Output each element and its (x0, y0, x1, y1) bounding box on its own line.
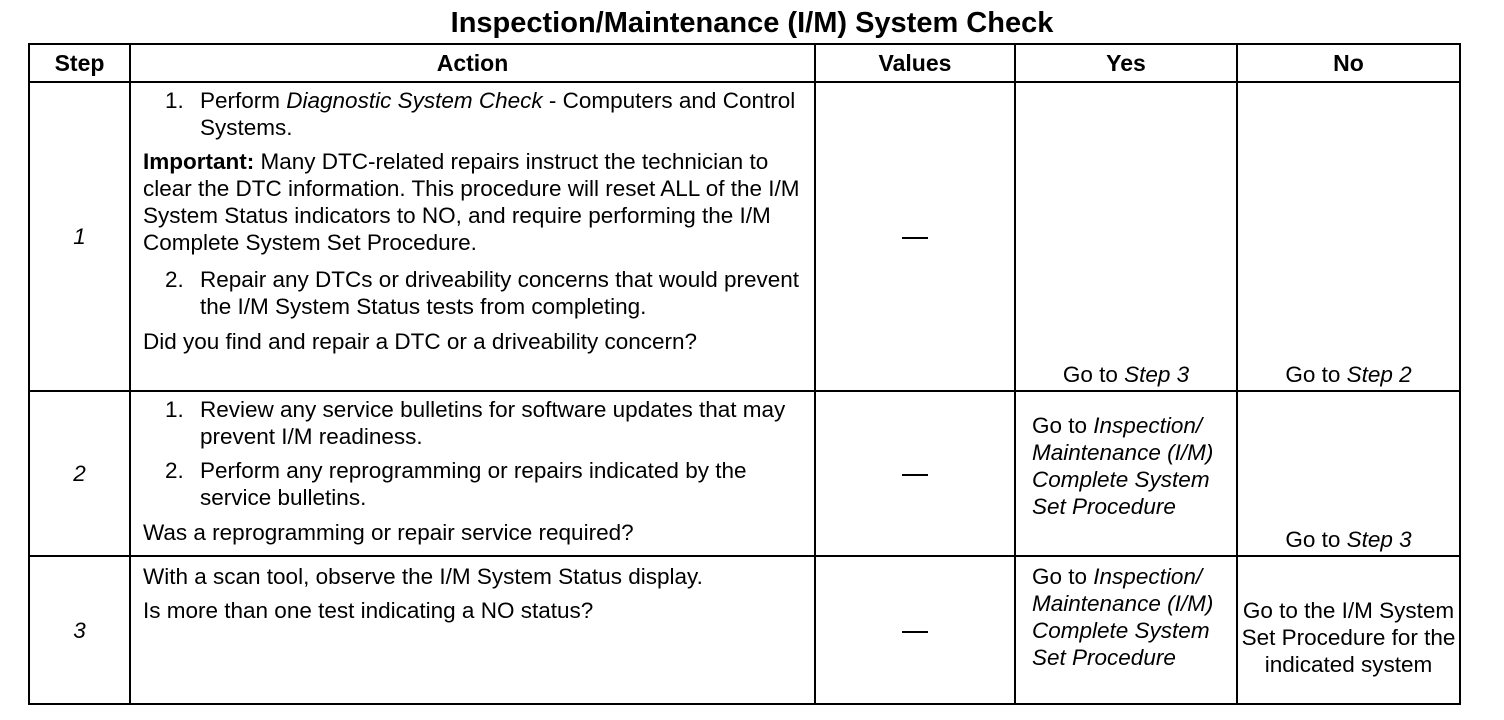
action-item (165, 457, 804, 511)
no-cell: Go to the I/M System Set Procedure for the indicated system (1237, 556, 1460, 704)
item-number: 1. (165, 88, 184, 113)
yes-cell: Go to Inspection/ Maintenance (I/M) Complete System Set Procedure (1015, 391, 1237, 556)
table-row (29, 556, 1460, 704)
item-number: 2. (165, 267, 184, 292)
item-text: Perform any reprogramming or repairs indicated by the service bulletins. (200, 458, 747, 510)
page-title: Inspection/Maintenance (I/M) System Check (450, 7, 1054, 39)
table-row (29, 82, 1460, 391)
step-number: 2 (29, 391, 130, 556)
no-step-ref: Step 2 (1346, 362, 1412, 387)
table-header-row (29, 44, 1460, 82)
action-item (165, 396, 804, 450)
header-step: Step (29, 44, 130, 82)
item-number: 1. (165, 397, 184, 422)
action-item (165, 87, 804, 141)
action-cell (130, 391, 815, 556)
header-values: Values (815, 44, 1015, 82)
item-text: Perform Diagnostic System Check - Computers and Control Systems. (200, 88, 796, 140)
values-cell (815, 556, 1015, 704)
important-note (143, 148, 804, 256)
action-text: With a scan tool, observe the I/M System Status display. (143, 564, 703, 589)
important-text: Many DTC-related repairs instruct the technician to clear the DTC information. This procedure will reset ALL of the I/M System Status indicators to NO, and require performing the I/M Complete System Set Procedure. (143, 149, 800, 255)
question-text: Did you find and repair a DTC or a driveability concern? (143, 329, 698, 354)
header-no: No (1237, 44, 1460, 82)
header-yes: Yes (1015, 44, 1237, 82)
action-cell (130, 82, 815, 391)
yes-procedure-ref: Inspection/ Maintenance (I/M) Complete System Set Procedure (1032, 564, 1214, 670)
yes-procedure-ref: Inspection/ Maintenance (I/M) Complete System Set Procedure (1032, 413, 1214, 519)
yes-cell: Go to Step 3 (1015, 82, 1237, 391)
action-cell (130, 556, 815, 704)
dash-mark (902, 474, 928, 476)
header-action: Action (130, 44, 815, 82)
yes-cell: Go to Inspection/ Maintenance (I/M) Complete System Set Procedure (1015, 556, 1237, 704)
values-cell (815, 391, 1015, 556)
question-text: Is more than one test indicating a NO status? (143, 598, 594, 623)
no-cell: Go to Step 2 (1237, 82, 1460, 391)
table-row (29, 391, 1460, 556)
system-check-table (28, 43, 1461, 705)
diagnostic-check-link-text: Diagnostic System Check (286, 88, 543, 113)
step-number: 3 (29, 556, 130, 704)
item-number: 2. (165, 458, 184, 483)
step-number: 1 (29, 82, 130, 391)
dash-mark (902, 237, 928, 239)
no-step-ref: Step 3 (1346, 527, 1412, 552)
values-cell (815, 82, 1015, 391)
item-text: Review any service bulletins for software updates that may prevent I/M readiness. (200, 397, 786, 449)
action-item (165, 266, 804, 320)
question-text: Was a reprogramming or repair service required? (143, 520, 634, 545)
no-cell: Go to Step 3 (1237, 391, 1460, 556)
yes-step-ref: Step 3 (1124, 362, 1190, 387)
important-label: Important: (143, 149, 255, 174)
dash-mark (902, 631, 928, 633)
item-text: Repair any DTCs or driveability concerns that would prevent the I/M System Status tests from completing. (200, 267, 800, 319)
